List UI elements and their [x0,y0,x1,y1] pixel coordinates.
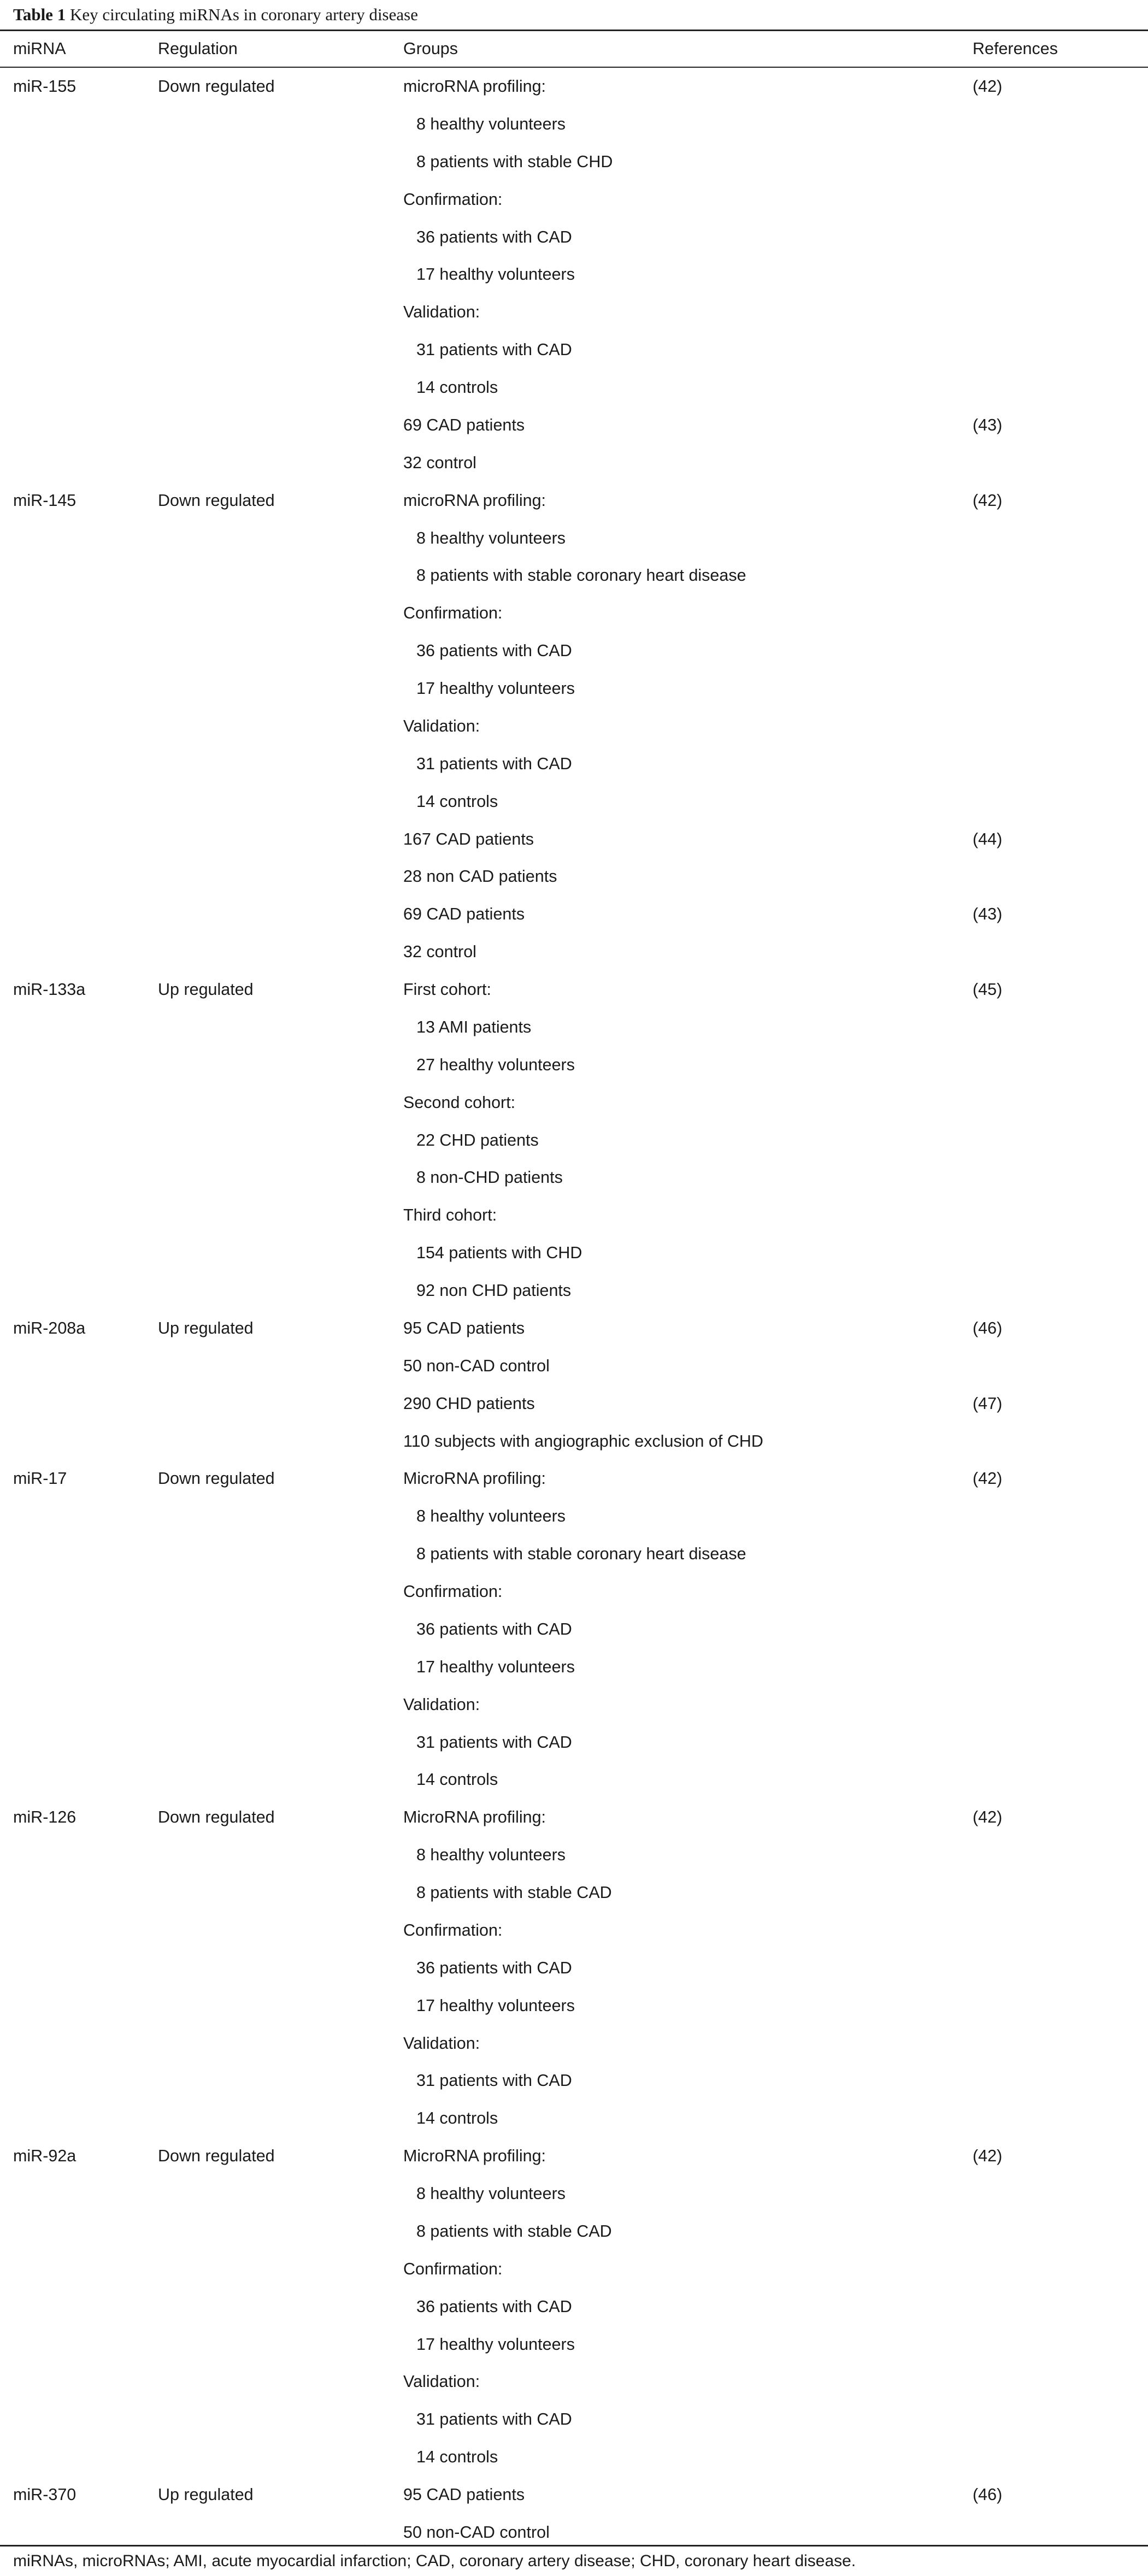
cell-group: 8 patients with stable coronary heart disease [416,566,746,585]
cell-reference: (42) [973,1808,1003,1827]
cell-group: 154 patients with CHD [416,1243,582,1263]
table-row [0,557,1148,594]
table-row [0,143,1148,181]
cell-group: 22 CHD patients [416,1130,539,1150]
cell-group: 28 non CAD patients [403,867,557,886]
cell-mirna: miR-370 [13,2485,76,2504]
table-row [0,2137,1148,2175]
cell-group: 17 healthy volunteers [416,1657,575,1676]
header-mirna: miRNA [13,39,66,58]
cell-group: 31 patients with CAD [416,754,572,773]
cell-group: 17 healthy volunteers [416,265,575,284]
table-caption-label: Table 1 [13,5,66,24]
table-row [0,2100,1148,2137]
cell-group: Validation: [403,1695,480,1714]
cell-group: 14 controls [416,792,498,811]
table-row [0,2175,1148,2213]
table-caption-title: Key circulating miRNAs in coronary artery disease [69,5,418,24]
table-row [0,745,1148,783]
cell-group: Validation: [403,2033,480,2053]
cell-group: 95 CAD patients [403,2485,525,2504]
cell-group: 95 CAD patients [403,1318,525,1337]
table-row [0,68,1148,105]
cell-group: 14 controls [416,2448,498,2467]
table-row [0,783,1148,821]
cell-group: First cohort: [403,980,492,999]
table-row [0,1949,1148,1987]
cell-mirna: miR-92a [13,2147,76,2166]
cell-regulation: Up regulated [158,980,254,999]
cell-group: 8 patients with stable coronary heart disease [416,1545,746,1564]
cell-group: 50 non-CAD control [403,2522,550,2542]
cell-regulation: Up regulated [158,2485,254,2504]
table-row [0,1648,1148,1686]
cell-group: 36 patients with CAD [416,1958,572,1977]
cell-reference: (43) [973,905,1003,924]
cell-group: MicroRNA profiling: [403,1808,546,1827]
table-row [0,895,1148,933]
cell-group: 17 healthy volunteers [416,1996,575,2015]
table-row [0,406,1148,444]
table-row [0,594,1148,632]
cell-group: Confirmation: [403,2259,503,2278]
table-bottom-rule [0,2545,1148,2546]
cell-group: Confirmation: [403,604,503,623]
table-row [0,2476,1148,2514]
cell-reference: (42) [973,1469,1003,1488]
cell-regulation: Down regulated [158,491,275,510]
cell-regulation: Down regulated [158,1469,275,1488]
cell-group: Validation: [403,2372,480,2391]
table-row [0,1836,1148,1874]
table-row [0,2250,1148,2288]
cell-mirna: miR-126 [13,1808,76,1827]
cell-reference: (43) [973,415,1003,434]
table-row [0,1272,1148,1310]
table-row [0,2438,1148,2476]
cell-group: 14 controls [416,2109,498,2128]
cell-group: 110 subjects with angiographic exclusion of CHD [403,1431,763,1451]
cell-group: Confirmation: [403,1920,503,1940]
cell-group: 13 AMI patients [416,1017,532,1036]
table-top-rule [0,30,1148,31]
cell-group: 69 CAD patients [403,415,525,434]
table-row [0,1385,1148,1423]
cell-group: 31 patients with CAD [416,1732,572,1752]
cell-group: 32 control [403,942,476,962]
table-row [0,1987,1148,2025]
table-caption [13,1,418,28]
cell-group: Validation: [403,716,480,735]
cell-group: 8 patients with stable CAD [416,2221,612,2241]
table-row [0,331,1148,369]
table-row [0,1234,1148,1272]
table-row [0,933,1148,971]
cell-group: 69 CAD patients [403,905,525,924]
header-regulation: Regulation [158,39,238,58]
table-row [0,1874,1148,1912]
cell-mirna: miR-208a [13,1318,86,1337]
cell-group: 36 patients with CAD [416,641,572,661]
table-row [0,1159,1148,1196]
cell-group: 8 non-CHD patients [416,1168,563,1187]
table-row [0,1084,1148,1122]
cell-group: 14 controls [416,1770,498,1789]
cell-group: 8 healthy volunteers [416,114,566,133]
table-row [0,1573,1148,1611]
table-row [0,2363,1148,2401]
table-row [0,1761,1148,1799]
cell-group: 8 patients with stable CAD [416,1883,612,1902]
table-row [0,1912,1148,1949]
cell-group: 32 control [403,453,476,472]
cell-group: Confirmation: [403,190,503,209]
table-row [0,670,1148,708]
cell-group: Third cohort: [403,1206,497,1225]
cell-group: microRNA profiling: [403,491,546,510]
cell-group: 167 CAD patients [403,829,534,848]
cell-group: 8 healthy volunteers [416,528,566,547]
header-references: References [973,39,1058,58]
cell-group: 36 patients with CAD [416,227,572,246]
table-row [0,2288,1148,2326]
table-row [0,1046,1148,1084]
cell-group: Confirmation: [403,1582,503,1601]
table-row [0,1724,1148,1761]
cell-mirna: miR-133a [13,980,86,999]
table-row [0,821,1148,858]
cell-group: 31 patients with CAD [416,2410,572,2429]
cell-reference: (46) [973,1318,1003,1337]
cell-regulation: Down regulated [158,1808,275,1827]
header-groups: Groups [403,39,458,58]
table-row [0,293,1148,331]
cell-group: 8 healthy volunteers [416,1507,566,1526]
table-row [0,105,1148,143]
cell-reference: (42) [973,77,1003,96]
cell-group: Validation: [403,303,480,322]
cell-group: Second cohort: [403,1093,516,1112]
table-row [0,1196,1148,1234]
cell-group: 17 healthy volunteers [416,2335,575,2354]
cell-regulation: Down regulated [158,77,275,96]
table-row [0,2213,1148,2250]
table-row [0,1423,1148,1460]
cell-mirna: miR-145 [13,491,76,510]
table-row [0,971,1148,1009]
table-row [0,632,1148,670]
cell-group: 36 patients with CAD [416,2297,572,2316]
table-row [0,2326,1148,2363]
table-row [0,520,1148,557]
table-row [0,1686,1148,1724]
table-row [0,1310,1148,1347]
cell-group: 290 CHD patients [403,1394,535,1413]
cell-group: microRNA profiling: [403,77,546,96]
table-footnote: miRNAs, microRNAs; AMI, acute myocardial infarction; CAD, coronary artery disease; CHD, coronary heart disease. [13,2552,856,2570]
cell-mirna: miR-17 [13,1469,67,1488]
cell-group: 36 patients with CAD [416,1619,572,1638]
table-row [0,2025,1148,2062]
table-row [0,1122,1148,1159]
cell-mirna: miR-155 [13,77,76,96]
table-row [0,181,1148,219]
cell-group: 50 non-CAD control [403,1356,550,1375]
table-row [0,1009,1148,1046]
cell-reference: (45) [973,980,1003,999]
table-row [0,1460,1148,1498]
table-row [0,444,1148,482]
cell-group: 17 healthy volunteers [416,679,575,698]
cell-reference: (46) [973,2485,1003,2504]
cell-group: 31 patients with CAD [416,340,572,359]
table-row [0,1498,1148,1535]
cell-group: 27 healthy volunteers [416,1055,575,1074]
cell-reference: (42) [973,491,1003,510]
cell-group: 8 healthy volunteers [416,2184,566,2203]
cell-group: MicroRNA profiling: [403,2147,546,2166]
table-row [0,256,1148,293]
table-row [0,2062,1148,2100]
cell-group: 14 controls [416,378,498,397]
table-row [0,219,1148,256]
table-row [0,1799,1148,1836]
cell-regulation: Up regulated [158,1318,254,1337]
table-row [0,369,1148,406]
table-row [0,708,1148,745]
cell-reference: (44) [973,829,1003,848]
table-row [0,2401,1148,2438]
cell-group: MicroRNA profiling: [403,1469,546,1488]
table-body [0,68,1148,2551]
table-row [0,482,1148,520]
cell-group: 8 patients with stable CHD [416,152,613,171]
table-row [0,858,1148,895]
cell-group: 31 patients with CAD [416,2071,572,2090]
cell-group: 92 non CHD patients [416,1281,572,1300]
cell-reference: (42) [973,2147,1003,2166]
table-row [0,1347,1148,1385]
table-header-row [0,32,1148,66]
table-row [0,1535,1148,1573]
cell-regulation: Down regulated [158,2147,275,2166]
cell-reference: (47) [973,1394,1003,1413]
table-row [0,1611,1148,1648]
cell-group: 8 healthy volunteers [416,1846,566,1865]
